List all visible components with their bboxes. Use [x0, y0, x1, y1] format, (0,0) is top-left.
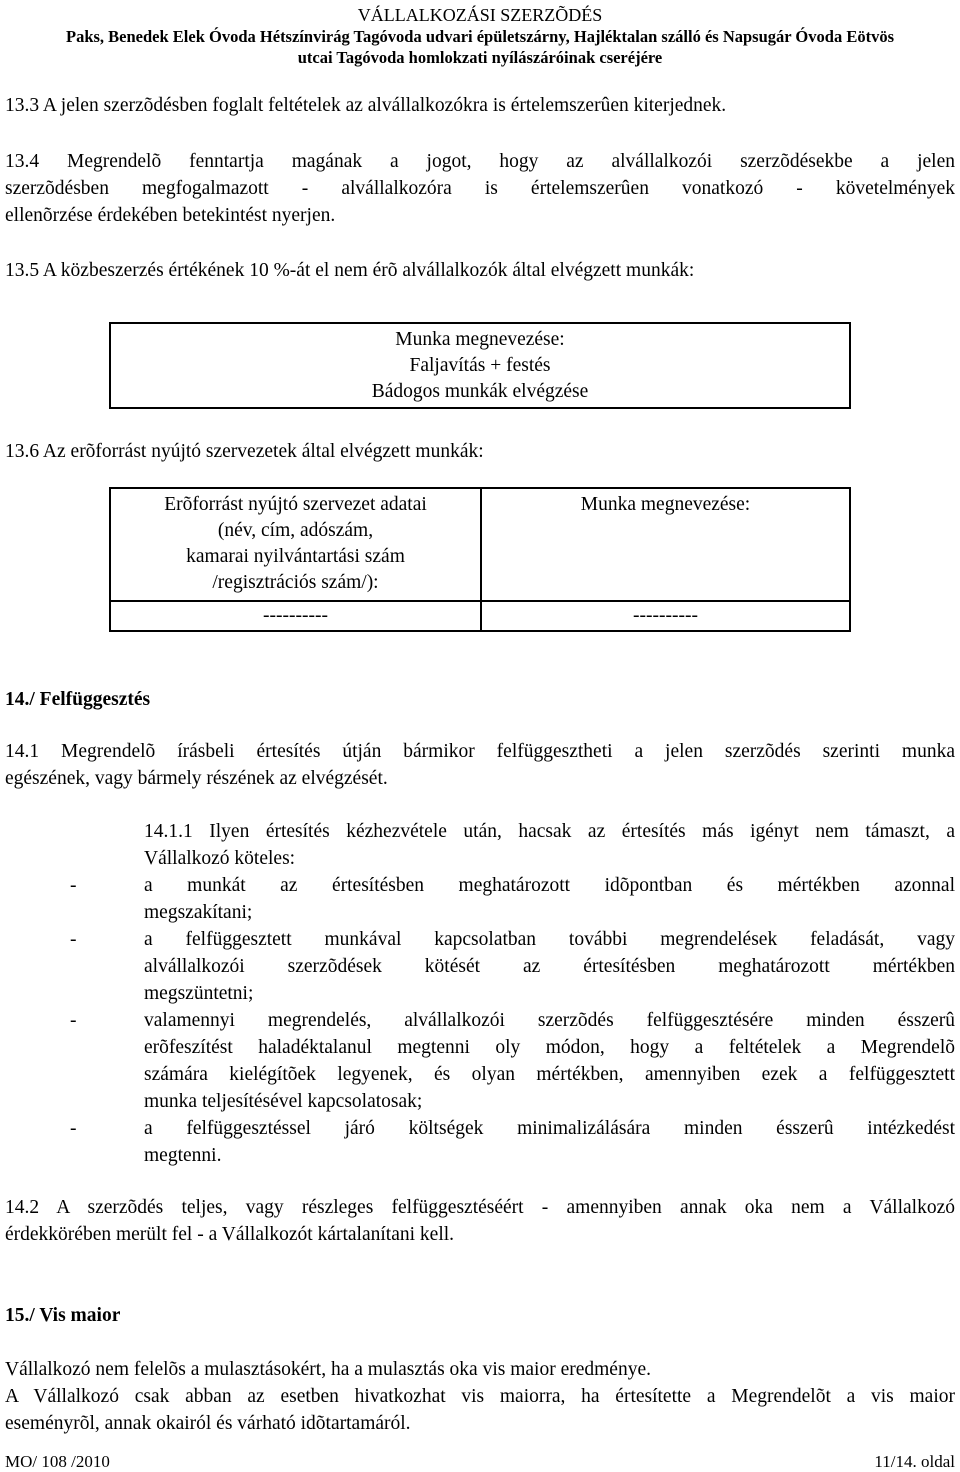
- subcontractor-table-row: Faljavítás + festés: [409, 355, 551, 376]
- paragraph-14-1-line-2: egészének, vagy bármely részének az elvégzését.: [5, 768, 388, 789]
- list-item-line: megtenni.: [144, 1145, 222, 1166]
- list-item-line: a felfüggesztéssel járó költségek minimalizálására minden ésszerû intézkedést: [144, 1118, 955, 1139]
- list-item-line: megszakítani;: [144, 902, 253, 923]
- paragraph-15-2-line-1: A Vállalkozó csak abban az esetben hivatkozhat vis maiorra, ha értesítette a Megrendelõt a vis maior: [5, 1386, 955, 1407]
- paragraph-13-3: 13.3 A jelen szerzõdésben foglalt feltételek az alvállalkozókra is értelemszerûen kiterjednek.: [5, 95, 727, 116]
- list-item: [70, 1007, 955, 1115]
- subcontractor-table-header: Munka megnevezése:: [395, 329, 565, 350]
- subcontractor-table-row: Bádogos munkák elvégzése: [371, 381, 589, 402]
- list-item-line: számára kielégítõek legyenek, és olyan mértékben, amennyiben ezek a felfüggesztett: [144, 1064, 955, 1085]
- document-reference: MO/ 108 /2010: [5, 1452, 110, 1471]
- paragraph-13-4-line-2: szerzõdésben megfogalmazott - alvállalkozóra is értelemszerûen vonatkozó - követelmények: [5, 178, 955, 199]
- work-name-header-cell: [481, 488, 850, 601]
- list-dash: -: [70, 1118, 77, 1139]
- paragraph-13-4: [5, 148, 955, 229]
- paragraph-14-2-line-2: érdekkörében merült fel - a Vállalkozót kártalanítani kell.: [5, 1224, 455, 1245]
- list-item-line: megszüntetni;: [144, 983, 254, 1004]
- resource-provider-table: [109, 487, 851, 632]
- paragraph-13-6: 13.6 Az erõforrást nyújtó szervezetek által elvégzett munkák:: [5, 441, 484, 462]
- list-item-line: erõfeszítést haladéktalanul megtenni oly módon, hogy a feltételek a Megrendelõ: [144, 1037, 955, 1058]
- paragraph-14-1: [5, 738, 955, 792]
- subcontractor-table: [109, 322, 851, 409]
- paragraph-14-1-line-1: 14.1 Megrendelõ írásbeli értesítés útján bármikor felfüggesztheti a jelen szerzõdés szerinti munka: [5, 741, 955, 762]
- paragraph-14-1-1: [144, 818, 955, 872]
- resource-provider-header-line: (név, cím, adószám,: [217, 520, 374, 541]
- paragraph-13-4-line-1: 13.4 Megrendelõ fenntartja magának a jogot, hogy az alvállalkozói szerzõdésekbe a jelen: [5, 151, 955, 172]
- resource-provider-header-cell: [110, 488, 481, 601]
- list-dash: -: [70, 929, 77, 950]
- resource-provider-header-line: /regisztrációs szám/):: [212, 572, 379, 593]
- document-subtitle-line-2: utcai Tagóvoda homlokzati nyílászáróinak cseréjére: [297, 48, 663, 67]
- list-dash: -: [70, 875, 77, 896]
- paragraph-15-1: Vállalkozó nem felelõs a mulasztásokért, ha a mulasztás oka vis maior eredménye.: [5, 1359, 651, 1380]
- list-item: [70, 1115, 955, 1169]
- obligation-list: [70, 872, 955, 1169]
- paragraph-14-2-line-1: 14.2 A szerzõdés teljes, vagy részleges felfüggesztéséért - amennyiben annak oka nem a Vállalkozó: [5, 1197, 955, 1218]
- list-dash: -: [70, 1010, 77, 1031]
- work-name-value: ----------: [481, 601, 850, 631]
- paragraph-13-5: 13.5 A közbeszerzés értékének 10 %-át el nem érõ alvállalkozók által elvégzett munkák:: [5, 260, 695, 281]
- section-14-heading: 14./ Felfüggesztés: [5, 689, 151, 710]
- document-subtitle-line-1: Paks, Benedek Elek Óvoda Hétszínvirág Tagóvoda udvari épületszárny, Hajléktalan szálló és Napsugár Óvoda Eötvös: [66, 27, 894, 46]
- section-15-heading: 15./ Vis maior: [5, 1305, 121, 1326]
- document-title: VÁLLALKOZÁSI SZERZÕDÉS: [357, 5, 603, 25]
- list-item-line: a munkát az értesítésben meghatározott idõpontban és mértékben azonnal: [144, 875, 955, 896]
- resource-provider-value: ----------: [110, 601, 481, 631]
- document-header: [0, 5, 960, 68]
- paragraph-15-2-line-2: eseményrõl, annak okairól és várható idõtartamáról.: [5, 1413, 411, 1434]
- work-name-header: Munka megnevezése:: [580, 494, 751, 515]
- resource-provider-header-line: kamarai nyilvántartási szám: [186, 546, 405, 567]
- paragraph-15-2: [5, 1383, 955, 1437]
- list-item-line: munka teljesítésével kapcsolatosak;: [144, 1091, 423, 1112]
- list-item-line: alvállalkozói szerzõdések kötését az értesítésben meghatározott mértékben: [144, 956, 955, 977]
- list-item: [70, 926, 955, 1007]
- list-item-line: a felfüggesztett munkával kapcsolatban további megrendelések feladását, vagy: [144, 929, 955, 950]
- paragraph-13-4-line-3: ellenõrzése érdekében betekintést nyerjen.: [5, 205, 336, 226]
- paragraph-14-1-1-line-2: Vállalkozó köteles:: [144, 848, 296, 869]
- paragraph-14-1-1-line-1: 14.1.1 Ilyen értesítés kézhezvétele után, hacsak az értesítés más igényt nem támaszt, a: [144, 821, 955, 842]
- list-item: [70, 872, 955, 926]
- page-number: 11/14. oldal: [874, 1452, 955, 1471]
- subcontractor-table-cell: [110, 323, 850, 408]
- paragraph-14-2: [5, 1194, 955, 1248]
- resource-provider-header-line: Erõforrást nyújtó szervezet adatai: [164, 494, 427, 515]
- list-item-line: valamennyi megrendelés, alvállalkozói szerzõdés felfüggesztésére minden ésszerû: [144, 1010, 955, 1031]
- page-footer: [5, 1452, 955, 1472]
